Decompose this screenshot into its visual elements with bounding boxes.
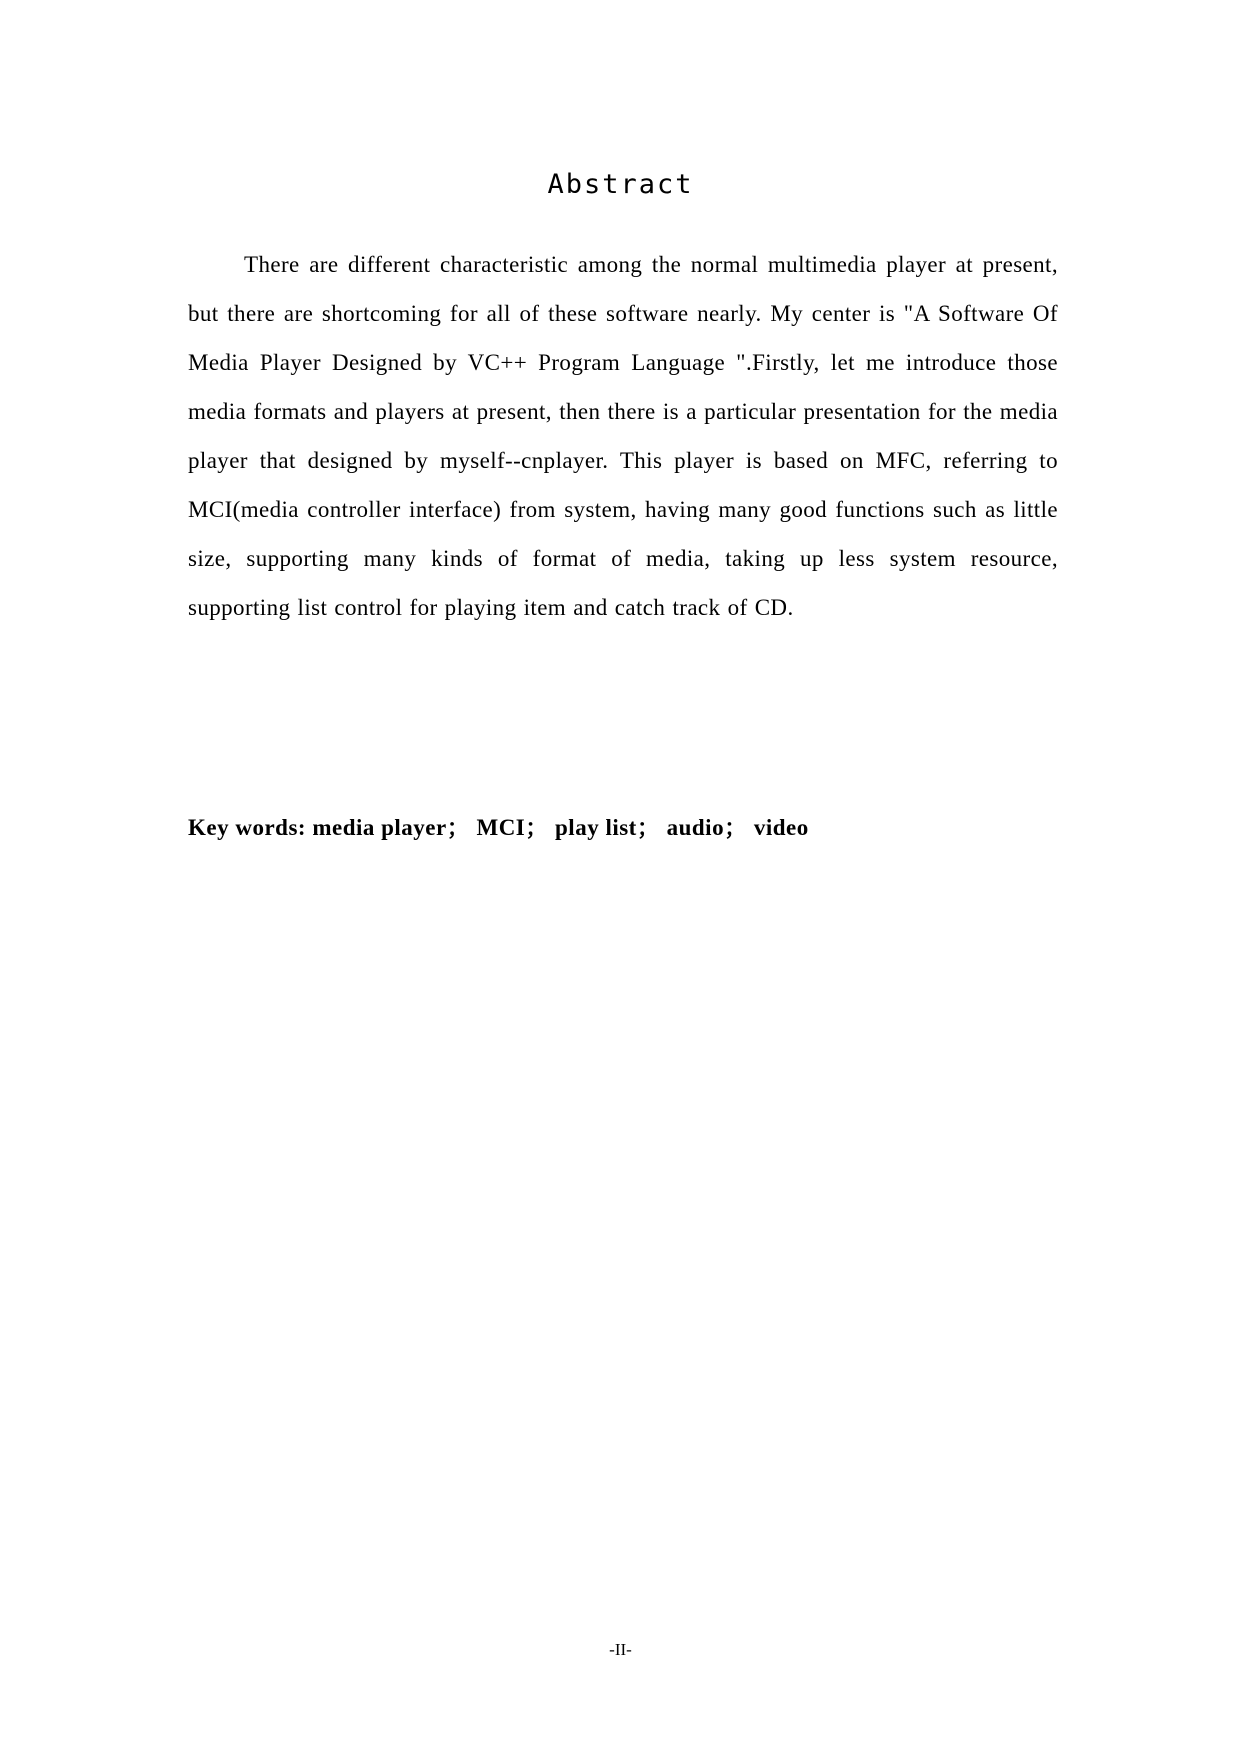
- keywords-label: Key words:: [188, 815, 307, 840]
- keyword-item: play list: [555, 815, 637, 840]
- keyword-separator: ；: [525, 815, 549, 840]
- keyword-separator: ；: [446, 815, 471, 840]
- abstract-title: Abstract: [547, 169, 694, 200]
- keyword-item: MCI: [476, 815, 526, 840]
- keyword-separator: ；: [724, 815, 748, 840]
- keyword-separator: ；: [636, 815, 661, 840]
- abstract-body: There are different characteristic among the normal multimedia player at present, but there are shortcoming for all of these software nearly. My center is "A Software Of Media Player Designed by VC++ Program Language ".Firstly, let me introduce those media formats and players at present, then there is a particular presentation for the media player that designed by myself--cnplayer. This player is based on MFC, referring to MCI(media controller interface) from system, having many good functions such as little size, supporting many kinds of format of media, taking up less system resource, supporting list control for playing item and catch track of CD.: [188, 252, 1058, 620]
- keyword-item: media player: [312, 815, 447, 840]
- page-number: -II-: [609, 1640, 632, 1659]
- keyword-item: video: [753, 815, 809, 840]
- keyword-item: audio: [666, 815, 725, 840]
- keywords-line: [188, 808, 1058, 848]
